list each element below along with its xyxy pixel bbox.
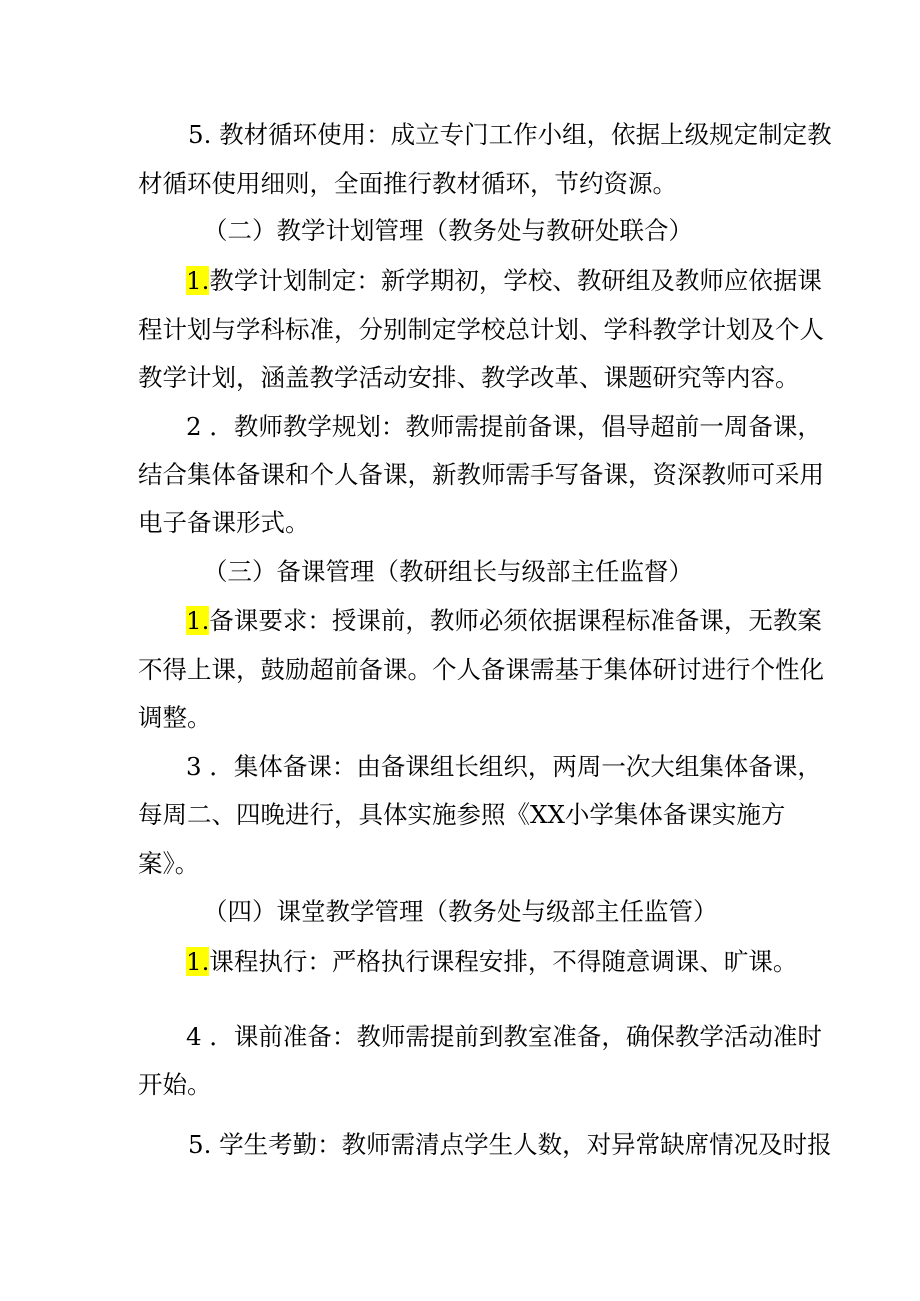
- text-line: [186, 947, 797, 977]
- text-line: 2 ．教师教学规划：教师需提前备课，倡导超前一周备课，: [186, 412, 822, 441]
- highlighted-list-marker: 1.: [186, 266, 210, 295]
- text-line: 3 ．集体备课：由备课组长组织，两周一次大组集体备课，: [186, 752, 822, 781]
- text-line: [186, 606, 822, 636]
- text-line: 不得上课，鼓励超前备课。个人备课需基于集体研讨进行个性化: [138, 655, 824, 684]
- text-line: 调整。: [138, 703, 212, 732]
- section-heading: （二）教学计划管理（教务处与教研处联合）: [203, 216, 693, 245]
- text-line-content: 教学计划制定：新学期初，学校、教研组及教师应依据课: [209, 266, 822, 295]
- highlighted-list-marker: 1.: [186, 606, 210, 635]
- section-heading: （三）备课管理（教研组长与级部主任监督）: [203, 557, 693, 586]
- text-line: 4 ．课前准备：教师需提前到教室准备，确保教学活动准时: [186, 1022, 822, 1051]
- text-line: 5. 教材循环使用：成立专门工作小组，依据上级规定制定教: [188, 120, 832, 149]
- highlighted-list-marker: 1.: [186, 947, 210, 976]
- section-heading: （四）课堂教学管理（教务处与级部主任监管）: [203, 897, 718, 926]
- text-line: [186, 266, 822, 296]
- text-line: 程计划与学科标准，分别制定学校总计划、学科教学计划及个人: [138, 315, 824, 344]
- text-line: 开始。: [138, 1070, 212, 1099]
- text-line: 5. 学生考勤：教师需清点学生人数，对异常缺席情况及时报: [188, 1130, 832, 1159]
- text-line: 电子备课形式。: [138, 508, 310, 537]
- text-line: 材循环使用细则，全面推行教材循环，节约资源。: [138, 169, 677, 198]
- text-line: 案》。: [138, 849, 200, 878]
- text-line: 教学计划，涵盖教学活动安排、教学改革、课题研究等内容。: [138, 363, 800, 392]
- text-line-content: 备课要求：授课前，教师必须依据课程标准备课，无教案: [209, 606, 822, 635]
- text-line: 结合集体备课和个人备课，新教师需手写备课，资深教师可采用: [138, 460, 824, 489]
- text-line-content: 课程执行：严格执行课程安排，不得随意调课、旷课。: [209, 947, 798, 976]
- text-line: 每周二、四晚进行，具体实施参照《XX小学集体备课实施方: [138, 800, 786, 829]
